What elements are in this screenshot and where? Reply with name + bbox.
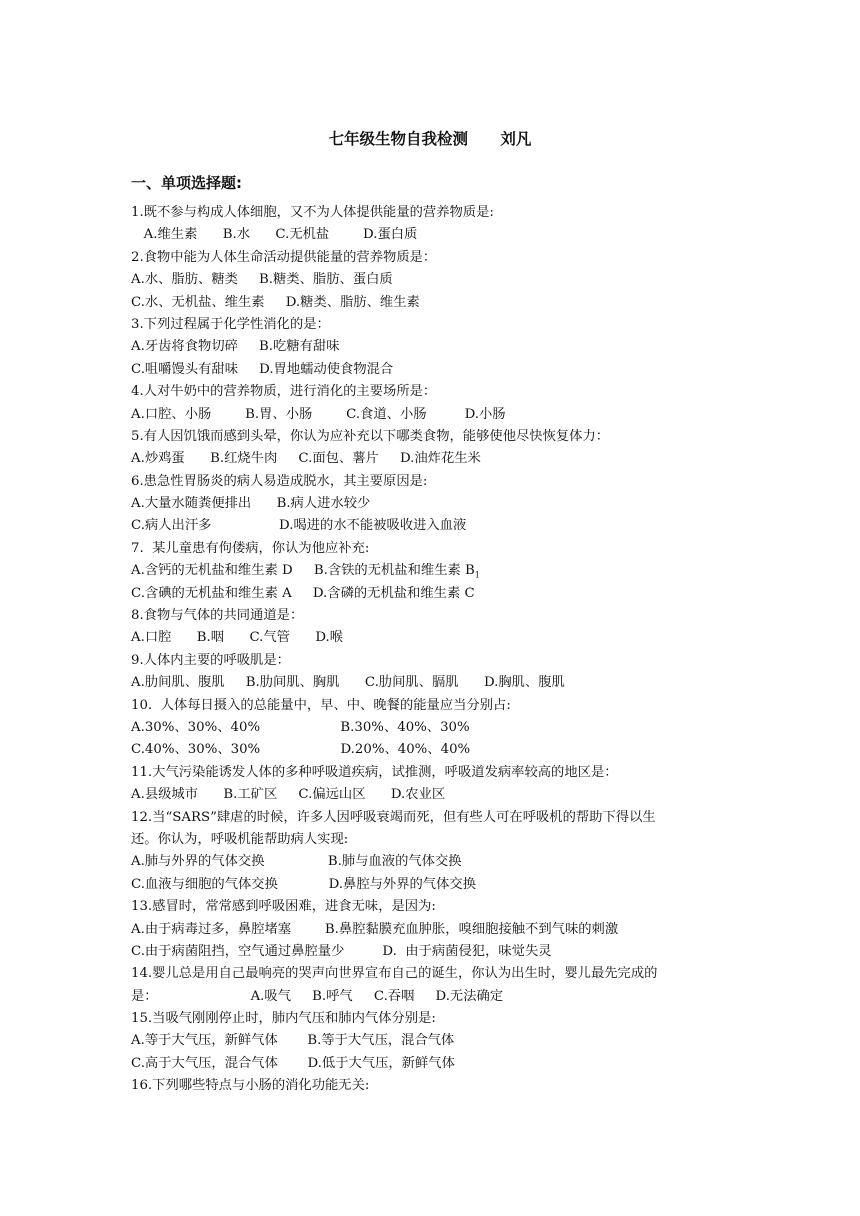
options-text: C.咀嚼馒头有甜味 D.胃地蠕动使食物混合 xyxy=(131,361,394,377)
question-8 xyxy=(131,605,741,650)
options-text: C.血液与细胞的气体交换 D.鼻腔与外界的气体交换 xyxy=(131,876,476,892)
question-stem: 9.人体内主要的呼吸肌是： xyxy=(131,652,290,668)
question-stem: 13.感冒时，常常感到呼吸困难，进食无味，是因为: xyxy=(131,899,436,915)
options-text: C.病人出汗多 D.喝进的水不能被吸收进入血液 xyxy=(131,518,467,534)
question-stem: 7. 某儿童患有佝偻病，你认为他应补充: xyxy=(131,540,370,556)
options-text: A.口腔 B.咽 C.气管 D.喉 xyxy=(131,630,344,646)
question-1 xyxy=(131,202,741,247)
question-stem: 12.当“SARS”肆虐的时候，许多人因呼吸衰竭而死，但有些人可在呼吸机的帮助下得以生 xyxy=(131,809,656,825)
question-options xyxy=(131,874,741,896)
question-options xyxy=(131,739,741,761)
question-4 xyxy=(131,381,741,426)
question-9 xyxy=(131,650,741,695)
options-text: A.肺与外界的气体交换 B.肺与血液的气体交换 xyxy=(131,854,462,870)
question-10 xyxy=(131,695,741,762)
question-12 xyxy=(131,807,741,897)
section-heading: 一、单项选择题: xyxy=(131,174,242,192)
question-options xyxy=(131,941,741,963)
question-options xyxy=(131,784,741,806)
question-14 xyxy=(131,963,741,1008)
question-options xyxy=(131,359,741,381)
subscript: 1 xyxy=(474,570,480,580)
question-options xyxy=(131,627,741,649)
question-stem: 15.当吸气刚刚停止时，肺内气压和肺内气体分别是: xyxy=(131,1011,436,1027)
question-stem: 10. 人体每日摄入的总能量中，早、中、晚餐的能量应当分别占: xyxy=(131,697,511,713)
options-text: A.牙齿将食物切碎 B.吃糖有甜味 xyxy=(131,339,340,355)
options-text: A.等于大气压，新鲜气体 B.等于大气压，混合气体 xyxy=(131,1033,455,1049)
options-text: A.炒鸡蛋 B.红烧牛肉 C.面包、薯片 D.油炸花生米 xyxy=(131,451,481,467)
question-11 xyxy=(131,762,741,807)
question-16 xyxy=(131,1075,741,1097)
question-options xyxy=(131,404,741,426)
options-text: A.县级城市 B.工矿区 C.偏远山区 D.农业区 xyxy=(131,787,446,803)
options-text: A.维生素 B.水 C.无机盐 D.蛋白质 xyxy=(131,227,418,243)
question-options xyxy=(131,560,741,582)
options-text: A.大量水随粪便排出 B.病人进水较少 xyxy=(131,496,371,512)
question-options xyxy=(131,269,741,291)
question-stem: 16.下列哪些特点与小肠的消化功能无关: xyxy=(131,1078,370,1094)
question-options xyxy=(131,515,741,537)
options-text: C.含碘的无机盐和维生素 A D.含磷的无机盐和维生素 C xyxy=(131,585,475,601)
question-stem: 5.有人因饥饿而感到头晕，你认为应补充以下哪类食物，能够使他尽快恢复体力： xyxy=(131,428,610,444)
question-stem: 是： A.吸气 B.呼气 C.吞咽 D.无法确定 xyxy=(131,988,504,1004)
options-text: A.肋间肌、腹肌 B.肋间肌、胸肌 C.肋间肌、膈肌 D.胸肌、腹肌 xyxy=(131,675,565,691)
question-options xyxy=(131,717,741,739)
question-options xyxy=(131,1030,741,1052)
question-stem: 11.大气污染能诱发人体的多种呼吸道疾病，试推测，呼吸道发病率较高的地区是： xyxy=(131,764,618,780)
page-title: 七年级生物自我检测 刘凡 xyxy=(328,130,532,148)
question-stem: 14.婴儿总是用自己最响亮的哭声向世界宣布自己的诞生，你认为出生时，婴儿最先完成的 xyxy=(131,966,658,982)
options-text: C.由于病菌阻挡，空气通过鼻腔量少 D. 由于病菌侵犯，味觉失灵 xyxy=(131,943,552,959)
question-options xyxy=(131,336,741,358)
question-options xyxy=(131,672,741,694)
options-text: A.30%、30%、40% B.30%、40%、30% xyxy=(131,719,470,735)
question-options xyxy=(131,448,741,470)
question-15 xyxy=(131,1008,741,1075)
question-6 xyxy=(131,471,741,538)
question-3 xyxy=(131,314,741,381)
question-options xyxy=(131,851,741,873)
question-stem: 4.人对牛奶中的营养物质，进行消化的主要场所是： xyxy=(131,384,437,400)
question-options xyxy=(131,493,741,515)
question-stem: 8.食物与气体的共同通道是： xyxy=(131,608,304,624)
question-options xyxy=(131,292,741,314)
question-stem: 1.既不参与构成人体细胞，又不为人体提供能量的营养物质是: xyxy=(131,205,494,220)
question-5 xyxy=(131,426,741,471)
options-text: A.水、脂肪、糖类 B.糖类、脂肪、蛋白质 xyxy=(131,272,393,288)
options-text: C.高于大气压，混合气体 D.低于大气压，新鲜气体 xyxy=(131,1055,455,1071)
options-text: A.口腔、小肠 B.胃、小肠 C.食道、小肠 D.小肠 xyxy=(131,406,506,422)
question-7 xyxy=(131,538,741,605)
question-options xyxy=(131,224,741,246)
question-stem: 还。你认为，呼吸机能帮助病人实现: xyxy=(131,831,349,847)
question-stem: 3.下列过程属于化学性消化的是： xyxy=(131,316,330,332)
question-options xyxy=(131,583,741,605)
options-text: C.水、无机盐、维生素 D.糖类、脂肪、维生素 xyxy=(131,294,420,310)
options-text: A.含钙的无机盐和维生素 D B.含铁的无机盐和维生素 B xyxy=(131,563,475,579)
question-options xyxy=(131,919,741,941)
question-2 xyxy=(131,247,741,314)
options-text: A.由于病毒过多，鼻腔堵塞 B.鼻腔黏膜充血肿胀，嗅细胞接触不到气味的刺激 xyxy=(131,921,619,937)
question-13 xyxy=(131,896,741,963)
question-stem: 6.患急性胃肠炎的病人易造成脱水，其主要原因是: xyxy=(131,473,428,489)
question-list xyxy=(131,202,741,1098)
question-options xyxy=(131,1053,741,1075)
options-text: C.40%、30%、30% D.20%、40%、40% xyxy=(131,742,471,758)
question-stem: 2.食物中能为人体生命活动提供能量的营养物质是： xyxy=(131,249,437,265)
